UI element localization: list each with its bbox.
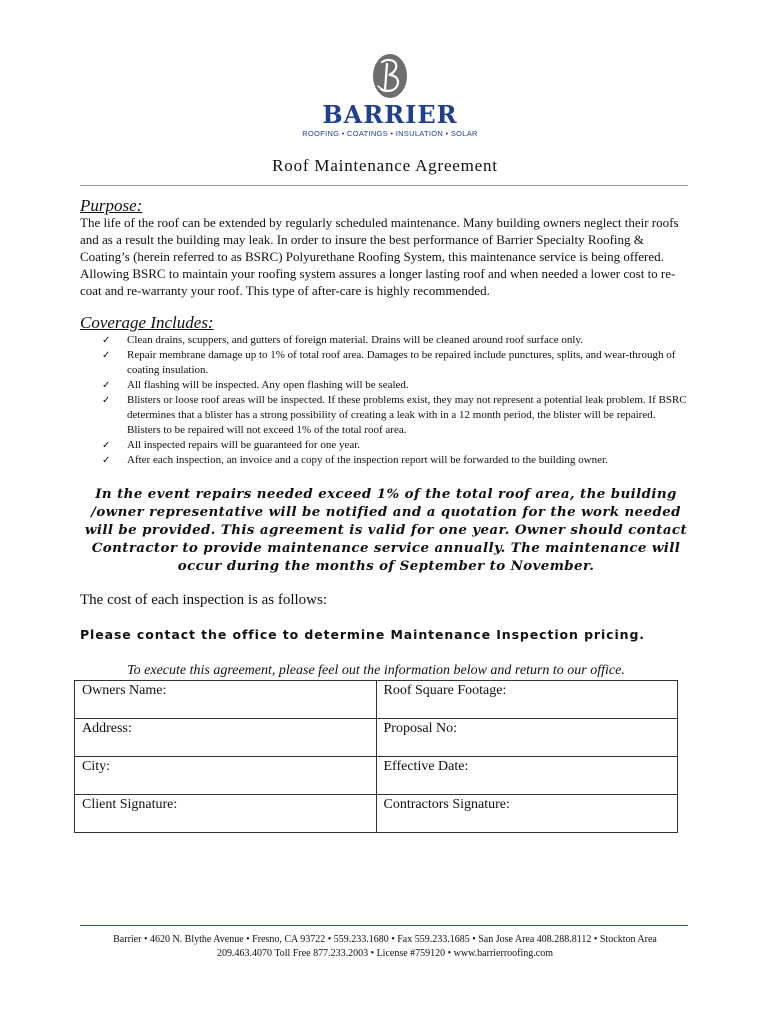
effective-date-field[interactable]: Effective Date: (376, 757, 678, 795)
roof-square-footage-field[interactable]: Roof Square Footage: (376, 681, 678, 719)
cost-statement: The cost of each inspection is as follows: (80, 592, 328, 608)
checkmark-icon: ✓ (102, 395, 111, 406)
purpose-paragraph: The life of the roof can be extended by regularly scheduled maintenance. Many building owners neglect their roofs and as a result the building may leak. In order to insure the best performance of Barrier Specialty Roofing & Coating’s (herein referred to as BSRC) Polyurethane Roofing System, this maintenance service is being offered. Allowing BSRC to maintain your roofing system assures a longer lasting roof and when needed a lower cost to re-coat and re-warranty your roof. This type of after-care is highly recommended. (80, 215, 679, 298)
repair-notice: In the event repairs needed exceed 1% of the total roof area, the building /owner representative will be notified and a quotation for the work needed will be provided. This agreement is valid for one year. Owner should contact Contractor to provide maintenance service annually. The maintenance will occur during the months of September to November. (84, 486, 688, 574)
coverage-item (102, 393, 690, 438)
coverage-item-text: Repair membrane damage up to 1% of total roof area. Damages to be repaired include punctures, splits, and wear-through of coating insulation. (127, 349, 676, 376)
coverage-list (102, 333, 690, 468)
city-field[interactable]: City: (75, 757, 377, 795)
footer-contact-line-1: Barrier • 4620 N. Blythe Avenue • Fresno, CA 93722 • 559.233.1680 • Fax 559.233.1685 • San Jose Area 408.288.8112 • Stockton Area (113, 934, 657, 945)
checkmark-icon: ✓ (102, 335, 111, 346)
coverage-item-text: Clean drains, scuppers, and gutters of foreign material. Drains will be cleaned around roof surface only. (127, 334, 583, 346)
form-row (75, 681, 678, 719)
coverage-item (102, 438, 690, 453)
pricing-statement: Please contact the office to determine Maintenance Inspection pricing. (80, 627, 645, 642)
proposal-no-field[interactable]: Proposal No: (376, 719, 678, 757)
form-row (75, 757, 678, 795)
coverage-item-text: All flashing will be inspected. Any open flashing will be sealed. (127, 379, 409, 391)
footer-contact-line-2: 209.463.4070 Toll Free 877.233.2003 • License #759120 • www.barrierroofing.com (217, 948, 553, 959)
agreement-form-table (74, 680, 678, 833)
client-signature-field[interactable]: Client Signature: (75, 795, 377, 833)
contractors-signature-field[interactable]: Contractors Signature: (376, 795, 678, 833)
logo-name: BARRIER (322, 100, 458, 129)
owners-name-field[interactable]: Owners Name: (75, 681, 377, 719)
address-field[interactable]: Address: (75, 719, 377, 757)
execute-instructions: To execute this agreement, please feel out the information below and return to our office. (127, 663, 625, 678)
coverage-item (102, 348, 690, 378)
company-logo (290, 52, 490, 142)
checkmark-icon: ✓ (102, 455, 111, 466)
footer (0, 933, 770, 961)
form-row (75, 719, 678, 757)
checkmark-icon: ✓ (102, 440, 111, 451)
coverage-item-text: Blisters or loose roof areas will be inspected. If these problems exist, they may not represent a potential leak problem. If BSRC determines that a blister has a strong possibility of creating a leak with in a 12 month period, the blister will be repaired. Blisters to be repaired will not exceed 1% of the total roof area. (127, 394, 687, 436)
coverage-item-text: All inspected repairs will be guaranteed for one year. (127, 439, 361, 451)
document-title: Roof Maintenance Agreement (272, 156, 498, 175)
checkmark-icon: ✓ (102, 350, 111, 361)
coverage-item (102, 453, 690, 468)
title-divider (80, 185, 688, 186)
coverage-heading: Coverage Includes: (80, 313, 214, 332)
footer-divider (80, 925, 688, 926)
purpose-heading: Purpose: (80, 196, 143, 215)
logo-tagline: ROOFING • COATINGS • INSULATION • SOLAR (302, 129, 478, 138)
coverage-item (102, 378, 690, 393)
checkmark-icon: ✓ (102, 380, 111, 391)
form-row (75, 795, 678, 833)
coverage-item-text: After each inspection, an invoice and a copy of the inspection report will be forwarded to the building owner. (127, 454, 608, 466)
barrier-b-emblem-icon (370, 52, 410, 100)
coverage-item (102, 333, 690, 348)
